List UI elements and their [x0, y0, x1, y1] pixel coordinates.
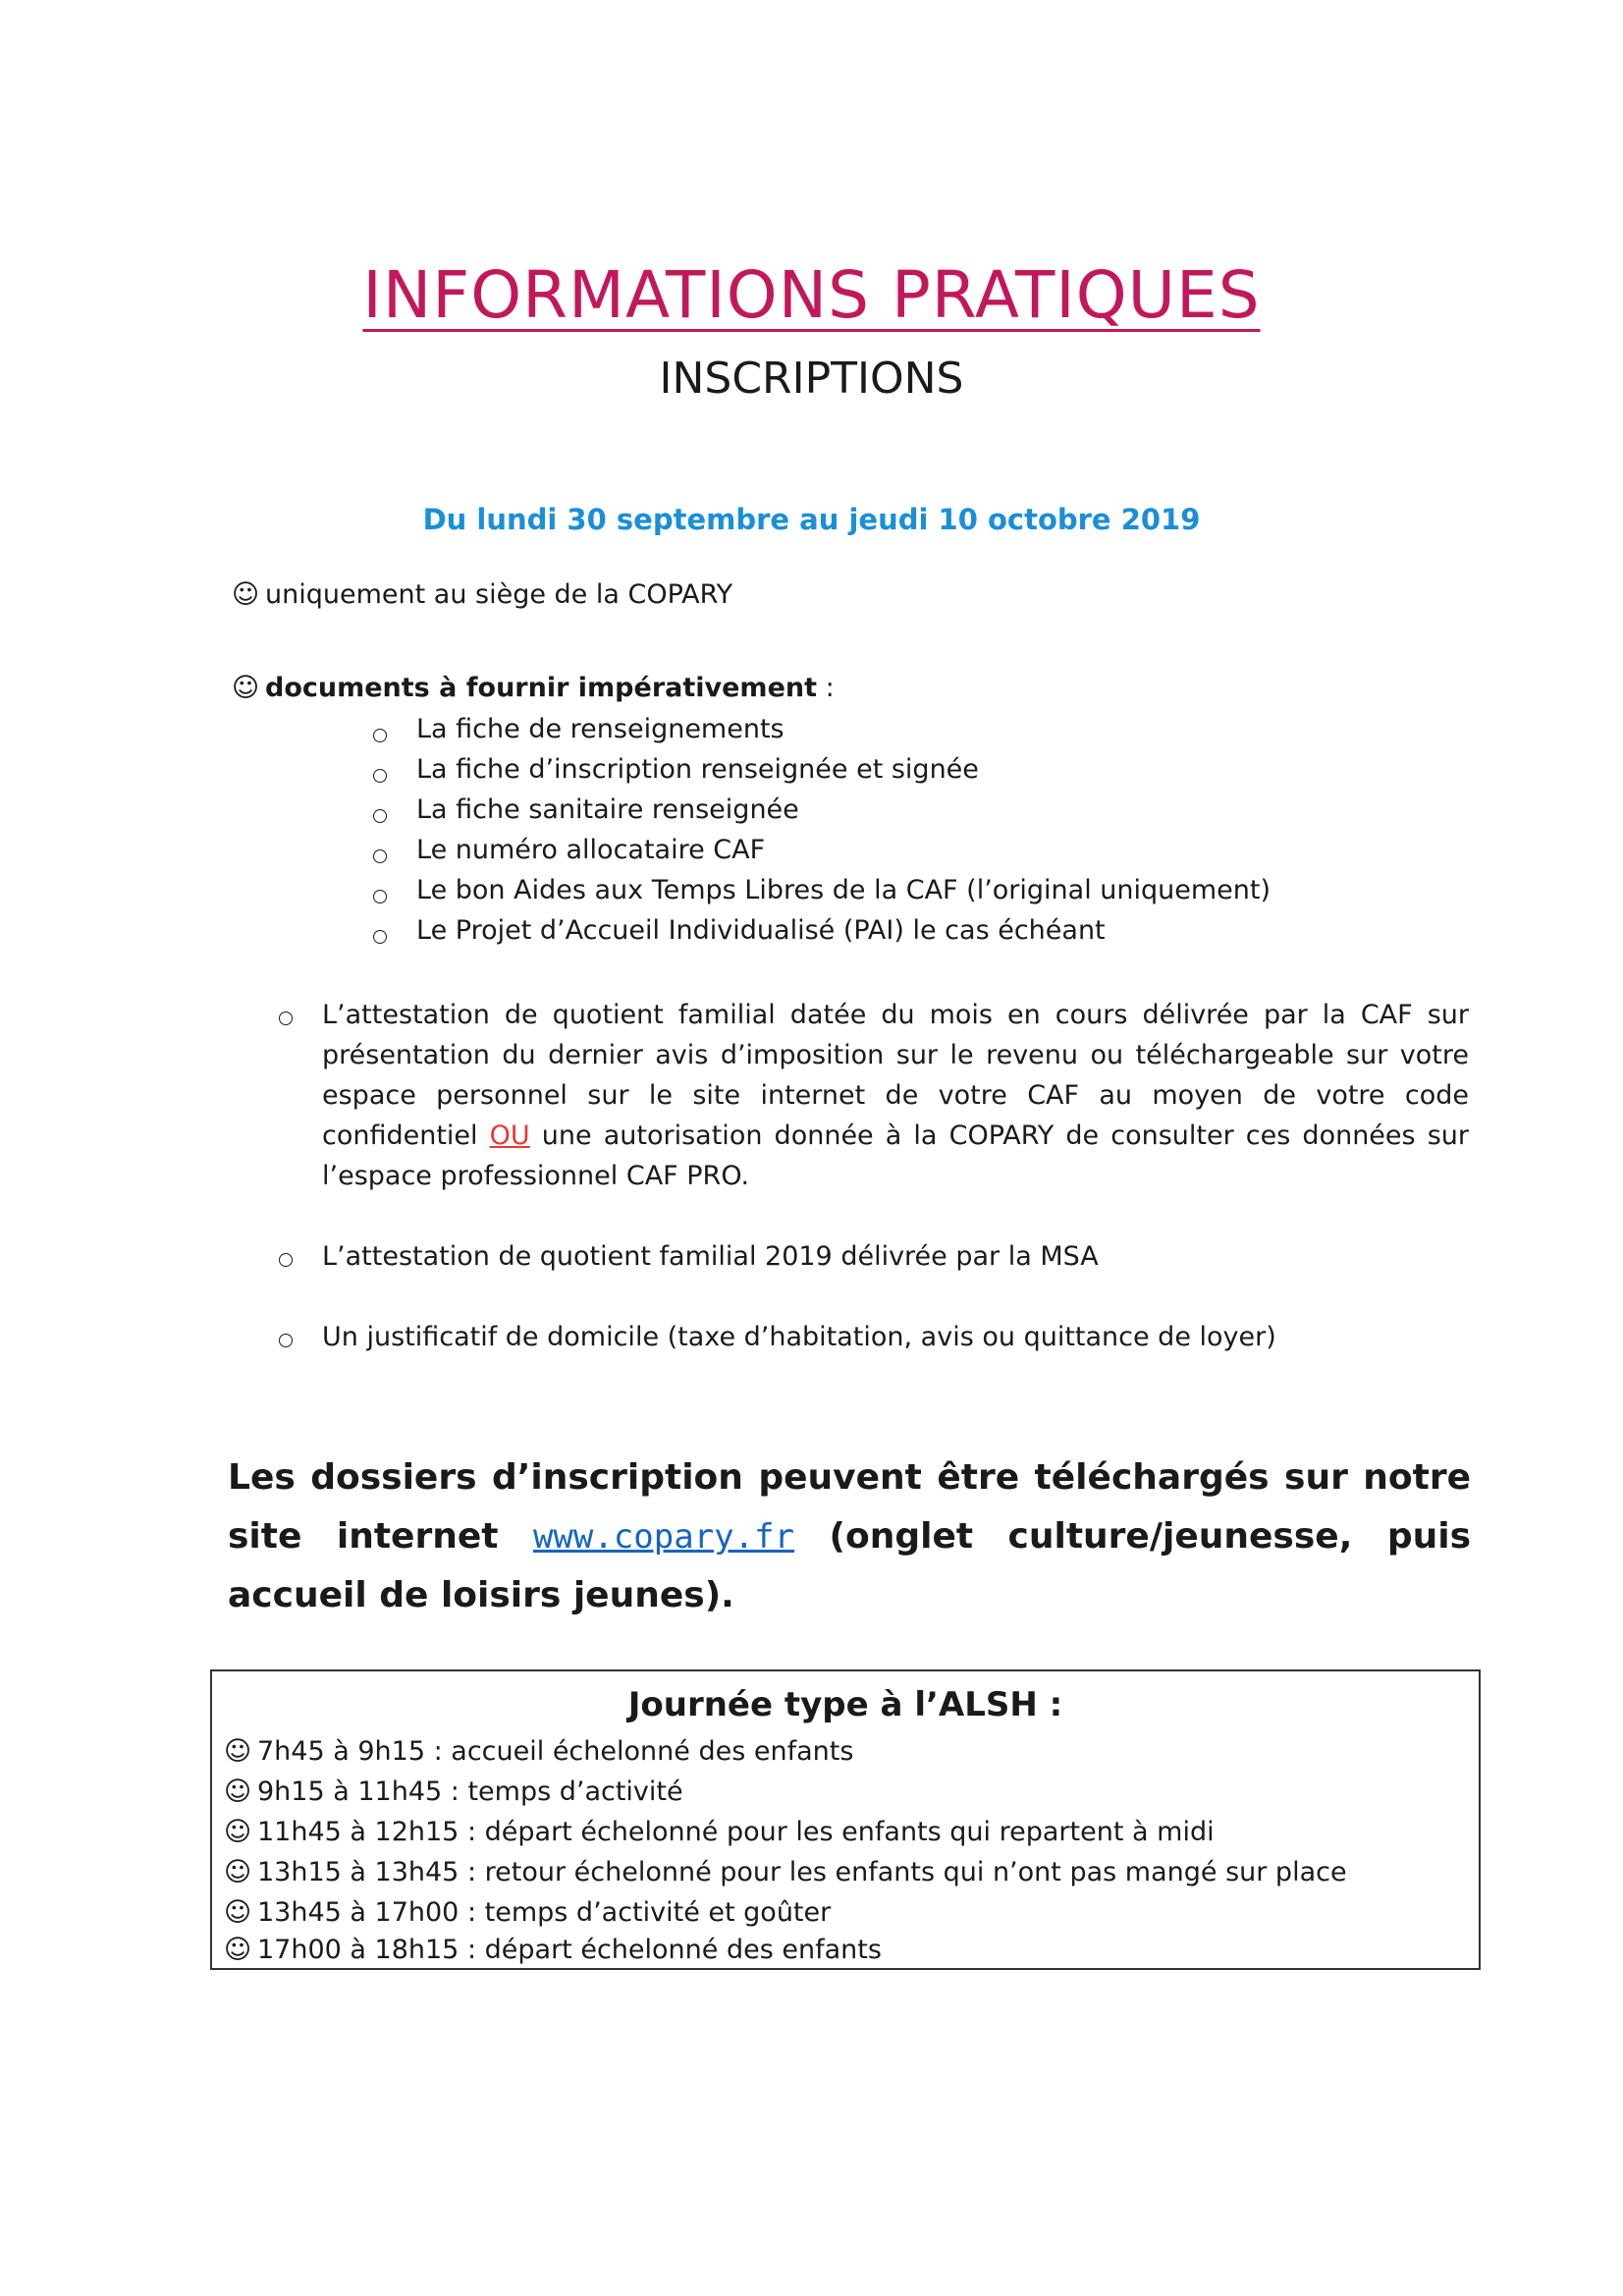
smiley-icon: ☺ [224, 1777, 252, 1807]
page-title: INFORMATIONS PRATIQUES [362, 257, 1261, 334]
schedule-box [210, 1669, 1481, 1970]
smiley-icon: ☺ [224, 1736, 252, 1767]
schedule-activity: : accueil échelonné des enfants [425, 1736, 854, 1767]
circle-bullet-icon [373, 890, 387, 903]
location-line [232, 579, 732, 610]
circle-bullet-icon [279, 1253, 293, 1267]
schedule-time: 9h15 à 11h45 [257, 1777, 443, 1807]
circle-bullet-icon [373, 769, 387, 783]
documents-heading-text: documents à fournir impérativement [265, 673, 818, 703]
circle-bullet-icon [279, 1011, 293, 1025]
circle-bullet-icon [373, 809, 387, 823]
schedule-time: 7h45 à 9h15 [257, 1736, 426, 1767]
smiley-icon: ☺ [224, 1935, 252, 1965]
circle-bullet-icon [373, 849, 387, 863]
smiley-icon: ☺ [232, 579, 260, 610]
smiley-icon: ☺ [224, 1857, 252, 1887]
smiley-icon: ☺ [224, 1817, 252, 1847]
domicile-proof: Un justificatif de domicile (taxe d’habitation, avis ou quittance de loyer) [322, 1322, 1276, 1352]
schedule-row [224, 1777, 683, 1807]
list-item: Le numéro allocataire CAF [416, 835, 766, 865]
download-notice [228, 1449, 1471, 1625]
section-title: INSCRIPTIONS [659, 354, 964, 404]
circle-bullet-icon [279, 1334, 293, 1347]
circle-bullet-icon [373, 729, 387, 742]
or-emphasis: OU [489, 1121, 530, 1151]
schedule-row [224, 1897, 831, 1928]
caf-attestation-paragraph [322, 995, 1469, 1196]
date-range: Du lundi 30 septembre au jeudi 10 octobre 2019 [422, 503, 1201, 536]
schedule-title: Journée type à l’ALSH : [627, 1685, 1063, 1724]
schedule-activity: : départ échelonné des enfants [459, 1935, 882, 1965]
schedule-activity: : temps d’activité et goûter [459, 1897, 832, 1928]
smiley-icon: ☺ [232, 673, 260, 703]
schedule-activity: : temps d’activité [442, 1777, 683, 1807]
documents-heading [232, 673, 835, 703]
website-link[interactable]: www.copary.fr [532, 1517, 795, 1557]
location-text: uniquement au siège de la COPARY [265, 579, 733, 610]
list-item: La fiche d’inscription renseignée et signée [416, 754, 979, 785]
schedule-row [224, 1935, 882, 1965]
schedule-row [224, 1817, 1215, 1847]
download-text-before: Les dossiers d’inscription peuvent être téléchargés sur notre site internet [228, 1457, 1471, 1557]
schedule-time: 13h15 à 13h45 [257, 1857, 460, 1887]
schedule-activity: : départ échelonné pour les enfants qui repartent à midi [459, 1817, 1215, 1847]
caf-text-part2: une autorisation donnée à la COPARY de consulter ces données sur l’espace professionnel CAF PRO. [322, 1121, 1469, 1191]
circle-bullet-icon [373, 930, 387, 944]
schedule-time: 11h45 à 12h15 [257, 1817, 460, 1847]
list-item: Le Projet d’Accueil Individualisé (PAI) le cas échéant [416, 915, 1106, 946]
msa-attestation: L’attestation de quotient familial 2019 délivrée par la MSA [322, 1241, 1099, 1272]
schedule-time: 13h45 à 17h00 [257, 1897, 460, 1928]
schedule-time: 17h00 à 18h15 [257, 1935, 460, 1965]
list-item: La fiche sanitaire renseignée [416, 794, 799, 825]
schedule-row [224, 1857, 1347, 1887]
list-item: La fiche de renseignements [416, 714, 784, 744]
schedule-row [224, 1736, 853, 1767]
download-text-after: (onglet culture/jeunesse, puis accueil de loisirs jeunes). [228, 1516, 1472, 1615]
schedule-activity: : retour échelonné pour les enfants qui n’ont pas mangé sur place [459, 1857, 1347, 1887]
documents-heading-suffix: : [817, 673, 835, 703]
list-item: Le bon Aides aux Temps Libres de la CAF (l’original uniquement) [416, 875, 1271, 905]
smiley-icon: ☺ [224, 1897, 252, 1928]
caf-text-part1: L’attestation de quotient familial datée du mois en cours délivrée par la CAF sur présentation du dernier avis d’imposition sur le revenu ou téléchargeable sur votre espace personnel sur le site internet de votre CAF au moyen de votre code confidentiel [322, 1000, 1469, 1151]
